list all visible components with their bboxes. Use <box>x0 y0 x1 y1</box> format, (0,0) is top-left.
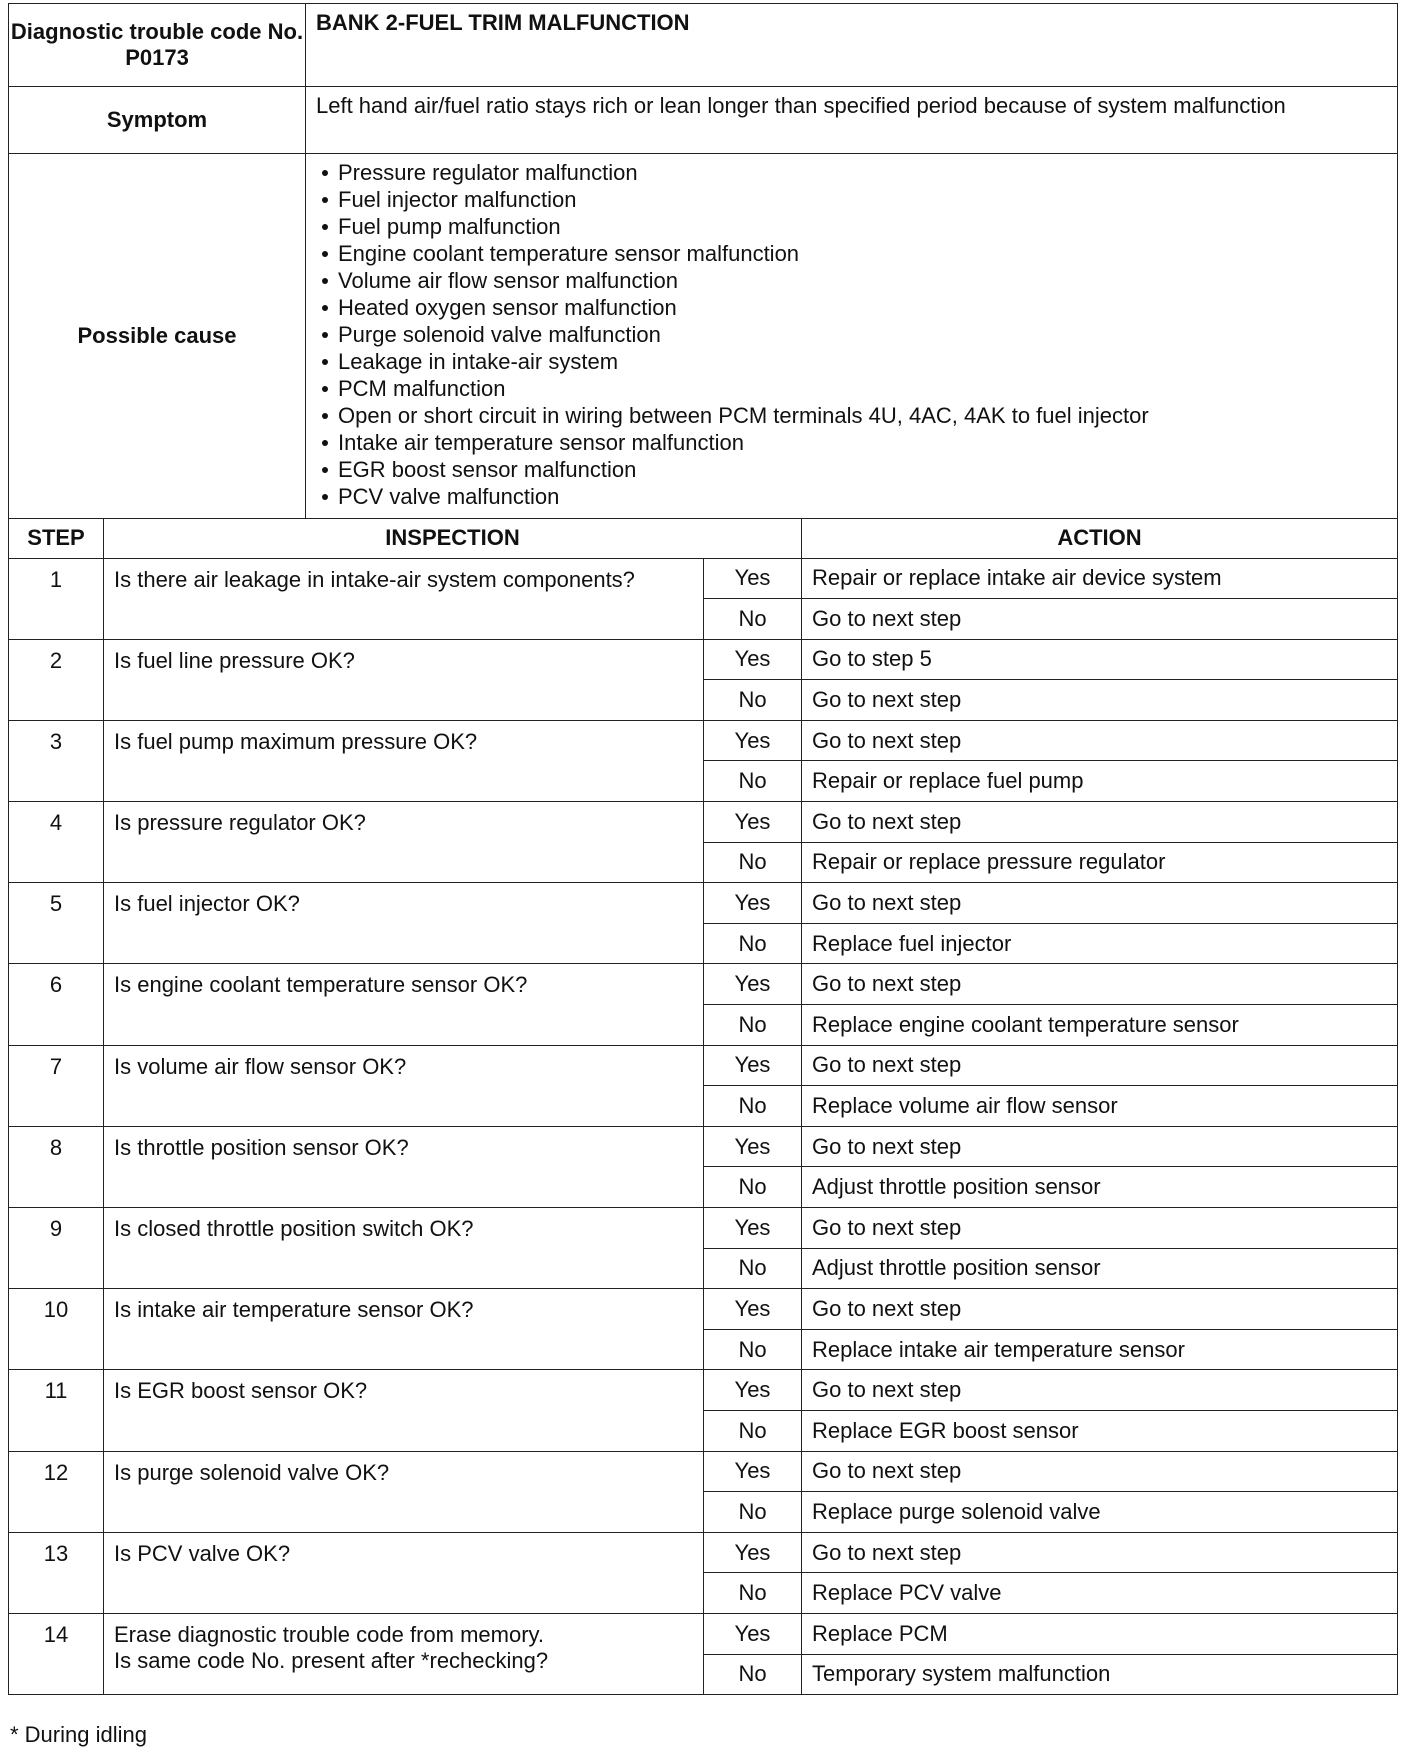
yes-action: Go to next step <box>802 720 1398 761</box>
cause-label: Possible cause <box>9 154 306 519</box>
yes-label: Yes <box>704 1613 802 1654</box>
step-inspection: Is fuel injector OK? <box>104 883 704 964</box>
step-inspection: Is EGR boost sensor OK? <box>104 1370 704 1451</box>
yes-label: Yes <box>704 558 802 599</box>
cause-item: Intake air temperature sensor malfunction <box>316 429 1387 456</box>
diagnostic-sheet <box>8 3 1398 1695</box>
step-inspection: Erase diagnostic trouble code from memory. Is same code No. present after *rechecking? <box>104 1613 704 1694</box>
yes-action: Go to next step <box>802 1045 1398 1086</box>
symptom-text: Left hand air/fuel ratio stays rich or lean longer than specified period because of system malfunction <box>306 87 1398 154</box>
yes-action: Go to next step <box>802 1451 1398 1492</box>
no-label: No <box>704 599 802 640</box>
no-label: No <box>704 680 802 721</box>
step-number: 7 <box>9 1045 104 1126</box>
yes-action: Go to next step <box>802 1289 1398 1330</box>
step-number: 10 <box>9 1289 104 1370</box>
yes-action: Go to step 5 <box>802 639 1398 680</box>
step-row <box>9 639 1398 680</box>
no-action: Temporary system malfunction <box>802 1654 1398 1695</box>
cause-item: Purge solenoid valve malfunction <box>316 321 1387 348</box>
step-number: 6 <box>9 964 104 1045</box>
step-inspection: Is engine coolant temperature sensor OK? <box>104 964 704 1045</box>
yes-action: Go to next step <box>802 1126 1398 1167</box>
cause-item: Fuel pump malfunction <box>316 213 1387 240</box>
step-number: 14 <box>9 1613 104 1694</box>
code-label: Diagnostic trouble code No. P0173 <box>9 4 306 87</box>
yes-label: Yes <box>704 1208 802 1249</box>
cause-item: Fuel injector malfunction <box>316 186 1387 213</box>
step-row <box>9 1289 1398 1330</box>
no-action: Go to next step <box>802 680 1398 721</box>
step-number: 9 <box>9 1208 104 1289</box>
step-number: 2 <box>9 639 104 720</box>
step-number: 12 <box>9 1451 104 1532</box>
code-title: BANK 2-FUEL TRIM MALFUNCTION <box>306 4 1398 87</box>
no-label: No <box>704 761 802 802</box>
step-inspection: Is volume air flow sensor OK? <box>104 1045 704 1126</box>
inspection-header: INSPECTION <box>104 518 802 558</box>
yes-action: Go to next step <box>802 1532 1398 1573</box>
cause-item: EGR boost sensor malfunction <box>316 456 1387 483</box>
yes-action: Go to next step <box>802 1208 1398 1249</box>
no-label: No <box>704 923 802 964</box>
step-row <box>9 883 1398 924</box>
no-action: Adjust throttle position sensor <box>802 1248 1398 1289</box>
yes-action: Replace PCM <box>802 1613 1398 1654</box>
yes-label: Yes <box>704 639 802 680</box>
no-action: Repair or replace fuel pump <box>802 761 1398 802</box>
cause-list <box>316 159 1387 510</box>
step-row <box>9 802 1398 843</box>
step-number: 8 <box>9 1126 104 1207</box>
step-row <box>9 1451 1398 1492</box>
step-row <box>9 1370 1398 1411</box>
step-number: 11 <box>9 1370 104 1451</box>
yes-label: Yes <box>704 1289 802 1330</box>
step-inspection: Is purge solenoid valve OK? <box>104 1451 704 1532</box>
no-label: No <box>704 1167 802 1208</box>
step-number: 1 <box>9 558 104 639</box>
no-label: No <box>704 1492 802 1533</box>
step-row <box>9 558 1398 599</box>
step-inspection: Is PCV valve OK? <box>104 1532 704 1613</box>
yes-action: Go to next step <box>802 964 1398 1005</box>
no-action: Replace volume air flow sensor <box>802 1086 1398 1127</box>
no-action: Replace intake air temperature sensor <box>802 1329 1398 1370</box>
no-label: No <box>704 1329 802 1370</box>
step-row <box>9 1126 1398 1167</box>
no-action: Adjust throttle position sensor <box>802 1167 1398 1208</box>
step-header: STEP <box>9 518 104 558</box>
no-action: Replace PCV valve <box>802 1573 1398 1614</box>
no-action: Replace engine coolant temperature sensor <box>802 1005 1398 1046</box>
action-header: ACTION <box>802 518 1398 558</box>
step-number: 3 <box>9 720 104 801</box>
step-row <box>9 964 1398 1005</box>
step-row <box>9 1613 1398 1654</box>
yes-label: Yes <box>704 802 802 843</box>
step-inspection: Is pressure regulator OK? <box>104 802 704 883</box>
yes-label: Yes <box>704 1532 802 1573</box>
step-inspection: Is there air leakage in intake-air system components? <box>104 558 704 639</box>
footnote: * During idling <box>10 1722 147 1747</box>
yes-action: Go to next step <box>802 1370 1398 1411</box>
no-label: No <box>704 1573 802 1614</box>
step-inspection: Is closed throttle position switch OK? <box>104 1208 704 1289</box>
yes-label: Yes <box>704 1045 802 1086</box>
step-number: 5 <box>9 883 104 964</box>
step-row <box>9 1532 1398 1573</box>
step-inspection: Is fuel pump maximum pressure OK? <box>104 720 704 801</box>
symptom-label: Symptom <box>9 87 306 154</box>
no-label: No <box>704 1410 802 1451</box>
cause-item: Pressure regulator malfunction <box>316 159 1387 186</box>
step-number: 4 <box>9 802 104 883</box>
header-table <box>8 3 1398 519</box>
yes-label: Yes <box>704 1370 802 1411</box>
step-number: 13 <box>9 1532 104 1613</box>
cause-item: Engine coolant temperature sensor malfunction <box>316 240 1387 267</box>
step-row <box>9 1208 1398 1249</box>
yes-action: Go to next step <box>802 802 1398 843</box>
step-inspection: Is intake air temperature sensor OK? <box>104 1289 704 1370</box>
no-action: Repair or replace pressure regulator <box>802 842 1398 883</box>
step-row <box>9 1045 1398 1086</box>
yes-action: Go to next step <box>802 883 1398 924</box>
no-label: No <box>704 1005 802 1046</box>
no-label: No <box>704 842 802 883</box>
cause-item: Leakage in intake-air system <box>316 348 1387 375</box>
yes-label: Yes <box>704 1126 802 1167</box>
no-label: No <box>704 1248 802 1289</box>
no-action: Replace purge solenoid valve <box>802 1492 1398 1533</box>
yes-label: Yes <box>704 720 802 761</box>
step-inspection: Is fuel line pressure OK? <box>104 639 704 720</box>
no-action: Go to next step <box>802 599 1398 640</box>
yes-action: Repair or replace intake air device system <box>802 558 1398 599</box>
cause-item: PCV valve malfunction <box>316 483 1387 510</box>
yes-label: Yes <box>704 883 802 924</box>
cause-item: Volume air flow sensor malfunction <box>316 267 1387 294</box>
no-label: No <box>704 1654 802 1695</box>
no-action: Replace fuel injector <box>802 923 1398 964</box>
no-action: Replace EGR boost sensor <box>802 1410 1398 1451</box>
cause-item: Open or short circuit in wiring between PCM terminals 4U, 4AC, 4AK to fuel injector <box>316 402 1387 429</box>
step-row <box>9 720 1398 761</box>
yes-label: Yes <box>704 1451 802 1492</box>
step-inspection: Is throttle position sensor OK? <box>104 1126 704 1207</box>
no-label: No <box>704 1086 802 1127</box>
cause-item: Heated oxygen sensor malfunction <box>316 294 1387 321</box>
steps-table <box>8 518 1398 1696</box>
cause-item: PCM malfunction <box>316 375 1387 402</box>
yes-label: Yes <box>704 964 802 1005</box>
